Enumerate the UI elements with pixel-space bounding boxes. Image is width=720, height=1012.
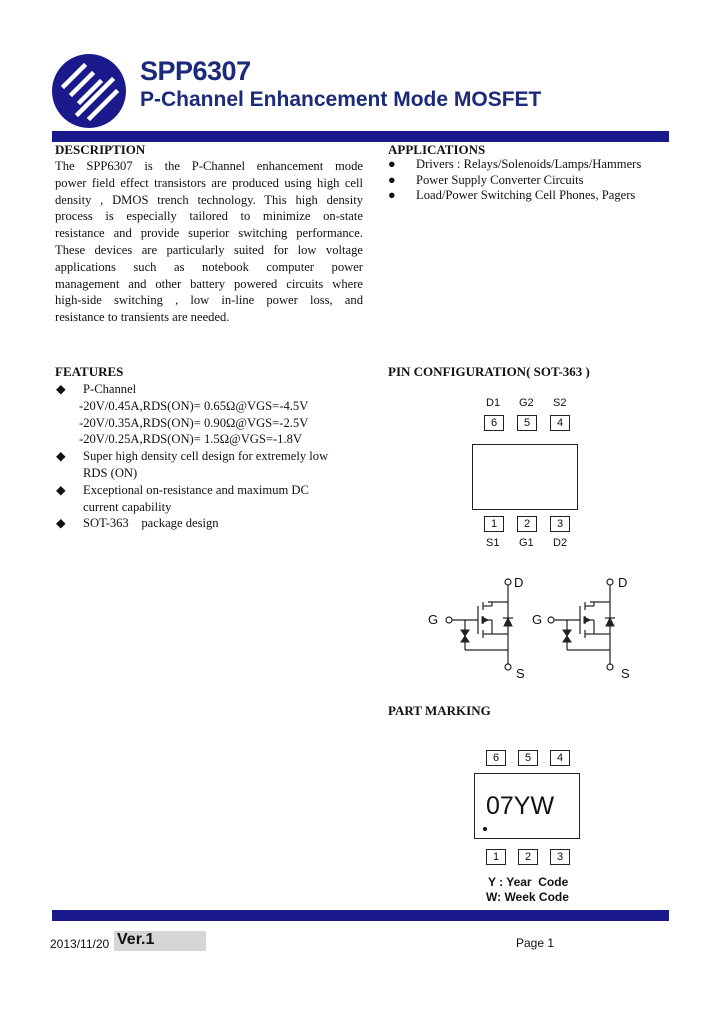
bullet-dot-icon: ● <box>388 188 396 202</box>
description-line: resistance and provide superior switching performance. <box>55 226 363 241</box>
list-item-continuation: RDS (ON) <box>83 465 138 480</box>
footer-date: 2013/11/20 <box>50 937 110 951</box>
list-item: ● Power Supply Converter Circuits <box>388 172 584 187</box>
list-item: ◆ Super high density cell design for extremely low <box>56 449 329 464</box>
description-line: management and other battery powered circuits where <box>55 276 363 291</box>
pin-label: S2 <box>553 397 567 409</box>
description-line: process is especially tailored to minimize on-state <box>55 209 363 224</box>
list-item: ● Drivers : Relays/Solenoids/Lamps/Hammers <box>388 157 642 171</box>
pin-label: D1 <box>486 397 501 409</box>
pin-label: S1 <box>486 537 500 549</box>
pin-number: 4 <box>550 750 570 766</box>
page-number: Page 1 <box>516 936 555 950</box>
description-line: high-side switching , low in-line power loss, and <box>55 293 363 308</box>
list-item: ◆ P-Channel <box>56 382 137 396</box>
rating-line: -20V/0.25A,RDS(ON)= 1.5Ω@VGS=-1.8V <box>79 432 303 447</box>
header-divider <box>52 131 669 142</box>
part-marking-heading: PART MARKING <box>388 703 491 718</box>
description-line: applications such as notebook computer power <box>55 259 363 274</box>
pin-config-diagram <box>470 395 590 555</box>
source-label: S <box>516 666 525 681</box>
version-badge <box>114 931 206 951</box>
year-code-legend: Y : Year Code <box>488 875 569 889</box>
bullet-dot-icon: ● <box>388 172 396 187</box>
part-number-title: SPP6307 <box>140 56 251 86</box>
pin-number: 2 <box>518 849 538 865</box>
pin-number: 6 <box>486 750 506 766</box>
pin-number: 2 <box>517 516 537 532</box>
product-subtitle: P-Channel Enhancement Mode MOSFET <box>140 88 542 111</box>
footer-divider <box>52 910 669 921</box>
list-item: ◆ SOT-363 package design <box>56 516 219 531</box>
description-text <box>55 158 363 326</box>
bullet-diamond-icon: ◆ <box>56 449 66 464</box>
source-label: S <box>621 666 630 681</box>
bullet-diamond-icon: ◆ <box>56 482 66 497</box>
list-item: ● Load/Power Switching Cell Phones, Pagers <box>388 188 636 202</box>
list-item: ◆ Exceptional on-resistance and maximum DC <box>56 482 309 497</box>
applications-list <box>388 157 641 204</box>
mosfet-symbols-svg <box>420 574 640 684</box>
pin-label: G1 <box>519 537 534 549</box>
company-logo <box>50 52 128 130</box>
features-list <box>55 381 375 532</box>
pin1-dot <box>483 827 487 831</box>
applications-heading: APPLICATIONS <box>388 142 486 157</box>
features-heading: FEATURES <box>55 364 124 379</box>
marking-code: 07YW <box>486 792 555 820</box>
pin-config-heading: PIN CONFIGURATION( SOT-363 ) <box>388 364 590 379</box>
pin-number: 1 <box>486 849 506 865</box>
package-body <box>472 444 578 510</box>
description-line: These devices are particularly suited for low voltage <box>55 242 363 257</box>
pin-number: 6 <box>484 415 504 431</box>
part-marking-diagram <box>470 748 590 868</box>
rating-line: -20V/0.45A,RDS(ON)= 0.65Ω@VGS=-4.5V <box>79 398 309 413</box>
bullet-diamond-icon: ◆ <box>56 382 66 396</box>
description-line: power field effect transistors are produced using high cell <box>55 175 363 190</box>
description-line: resistance to transients are needed. <box>55 310 230 325</box>
pin-number: 5 <box>518 750 538 766</box>
gate-label: G <box>532 612 543 627</box>
pin-number: 3 <box>550 849 570 865</box>
pin-number: 1 <box>484 516 504 532</box>
mosfet-schematic <box>420 574 640 684</box>
description-line: density , DMOS trench technology. This high density <box>55 192 363 207</box>
pin-number: 3 <box>550 516 570 532</box>
week-code-legend: W: Week Code <box>486 890 569 904</box>
drain-label: D <box>618 575 628 590</box>
rating-line: -20V/0.35A,RDS(ON)= 0.90Ω@VGS=-2.5V <box>79 415 309 430</box>
pin-number: 5 <box>517 415 537 431</box>
description-heading: DESCRIPTION <box>55 142 146 157</box>
pin-number: 4 <box>550 415 570 431</box>
description-line: The SPP6307 is the P-Channel enhancement mode <box>55 159 363 173</box>
drain-label: D <box>514 575 524 590</box>
pin-label: D2 <box>553 537 568 549</box>
bullet-diamond-icon: ◆ <box>56 516 66 531</box>
pin-label: G2 <box>519 397 534 409</box>
bullet-dot-icon: ● <box>388 157 396 171</box>
list-item-continuation: current capability <box>83 499 172 514</box>
version-label: Ver.1 <box>117 931 155 948</box>
gate-label: G <box>428 612 439 627</box>
